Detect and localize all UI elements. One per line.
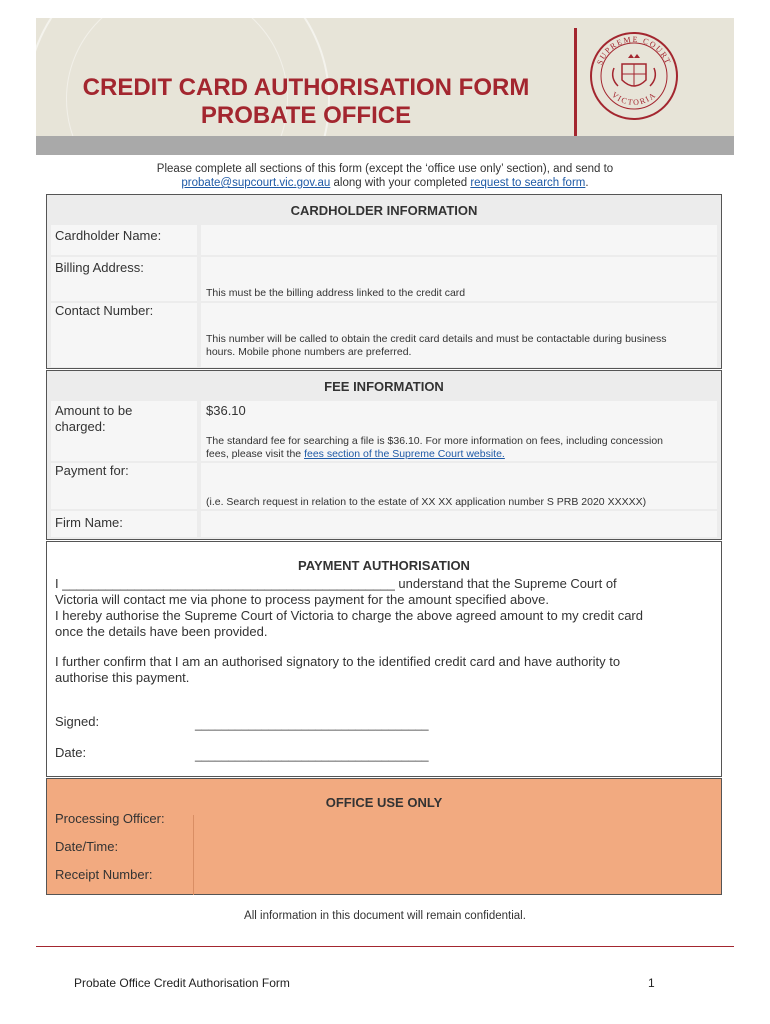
search-form-link[interactable]: request to search form xyxy=(470,177,586,189)
amount-label xyxy=(55,403,132,435)
intro-middle: along with your completed xyxy=(330,177,471,189)
auth-line5: I further confirm that I am an authorised signatory to the identified credit card and have authority to xyxy=(55,654,621,669)
date-label: Date: xyxy=(55,745,87,760)
fee-note-line1: The standard fee for searching a file is $36.10. For more information on fees, including concession xyxy=(206,435,664,447)
fee-heading: FEE INFORMATION xyxy=(324,379,444,394)
cardholder-name-field[interactable] xyxy=(201,225,717,255)
auth-line1: I ______________________________________________ understand that the Supreme Court of xyxy=(55,576,617,591)
cardholder-section xyxy=(46,194,722,369)
signed-label: Signed: xyxy=(55,714,100,729)
contact-number-label: Contact Number: xyxy=(55,303,154,318)
fee-section xyxy=(46,370,722,540)
form-title: CREDIT CARD AUTHORISATION FORM xyxy=(82,74,530,101)
date-time-label: Date/Time: xyxy=(55,839,119,854)
payment-for-label: Payment for: xyxy=(55,463,129,478)
amount-label-line1: Amount to be xyxy=(55,403,133,418)
authorisation-confirmation xyxy=(55,654,715,686)
billing-address-label: Billing Address: xyxy=(55,260,144,275)
auth-line3: I hereby authorise the Supreme Court of Victoria to charge the above agreed amount to my credit card xyxy=(55,608,643,623)
payment-for-note: (i.e. Search request in relation to the estate of XX XX application number S PRB 2020 XXXXX) xyxy=(206,496,647,508)
payment-for-row xyxy=(51,463,717,509)
amount-label-line2: charged: xyxy=(55,419,106,434)
billing-address-row xyxy=(51,257,717,301)
auth-line2: Victoria will contact me via phone to process payment for the amount specified above. xyxy=(55,592,550,607)
header-banner xyxy=(36,18,734,136)
confidential-note: All information in this document will remain confidential. xyxy=(244,910,526,922)
billing-address-note: This must be the billing address linked to the credit card xyxy=(206,287,466,299)
processing-officer-label: Processing Officer: xyxy=(55,811,165,826)
fees-section-link[interactable]: fees section of the Supreme Court website. xyxy=(304,448,505,460)
auth-line6: authorise this payment. xyxy=(55,670,190,685)
intro-text xyxy=(60,162,710,190)
contact-note-line2: hours. Mobile phone numbers are preferred. xyxy=(206,346,412,358)
firm-name-field[interactable] xyxy=(201,511,717,537)
fee-note xyxy=(206,435,663,461)
supreme-court-logo xyxy=(588,28,680,124)
receipt-number-label: Receipt Number: xyxy=(55,867,153,882)
contact-number-row xyxy=(51,303,717,367)
firm-name-row xyxy=(51,511,717,537)
office-use-section xyxy=(46,778,722,895)
amount-row xyxy=(51,401,717,461)
footer-divider xyxy=(36,946,734,947)
contact-note-line1: This number will be called to obtain the credit card details and must be contactable during business xyxy=(206,333,667,345)
cardholder-name-label: Cardholder Name: xyxy=(55,228,162,243)
amount-value: $36.10 xyxy=(206,403,246,418)
authorisation-statement xyxy=(55,576,715,640)
firm-name-label: Firm Name: xyxy=(55,515,123,530)
page-number: 1 xyxy=(648,976,655,990)
authorisation-heading: PAYMENT AUTHORISATION xyxy=(298,558,470,573)
footer-title: Probate Office Credit Authorisation Form xyxy=(74,976,290,990)
office-use-heading: OFFICE USE ONLY xyxy=(325,795,443,810)
payment-authorisation-section xyxy=(46,541,722,777)
fee-note-prefix: fees, please visit the xyxy=(206,448,305,460)
title-divider xyxy=(574,28,577,136)
date-line[interactable]: ___________________________________ xyxy=(195,748,429,762)
intro-line1: Please complete all sections of this form (except the ‘office use only’ section), and send to xyxy=(156,163,614,175)
signature-line[interactable]: ___________________________________ xyxy=(195,717,429,731)
svg-text:SUPREME COURT xyxy=(595,35,673,66)
email-link[interactable]: probate@supcourt.vic.gov.au xyxy=(181,177,331,189)
cardholder-name-row xyxy=(51,225,717,255)
office-column-divider xyxy=(193,815,194,895)
logo-bottom-text: VICTORIA xyxy=(609,90,659,108)
auth-line4: once the details have been provided. xyxy=(55,624,268,639)
intro-end: . xyxy=(585,177,589,189)
cardholder-heading: CARDHOLDER INFORMATION xyxy=(290,203,478,218)
form-subtitle: PROBATE OFFICE xyxy=(200,102,412,129)
logo-top-text: SUPREME COURT xyxy=(595,34,673,67)
header-grey-bar xyxy=(36,136,734,155)
contact-number-note xyxy=(206,333,667,359)
